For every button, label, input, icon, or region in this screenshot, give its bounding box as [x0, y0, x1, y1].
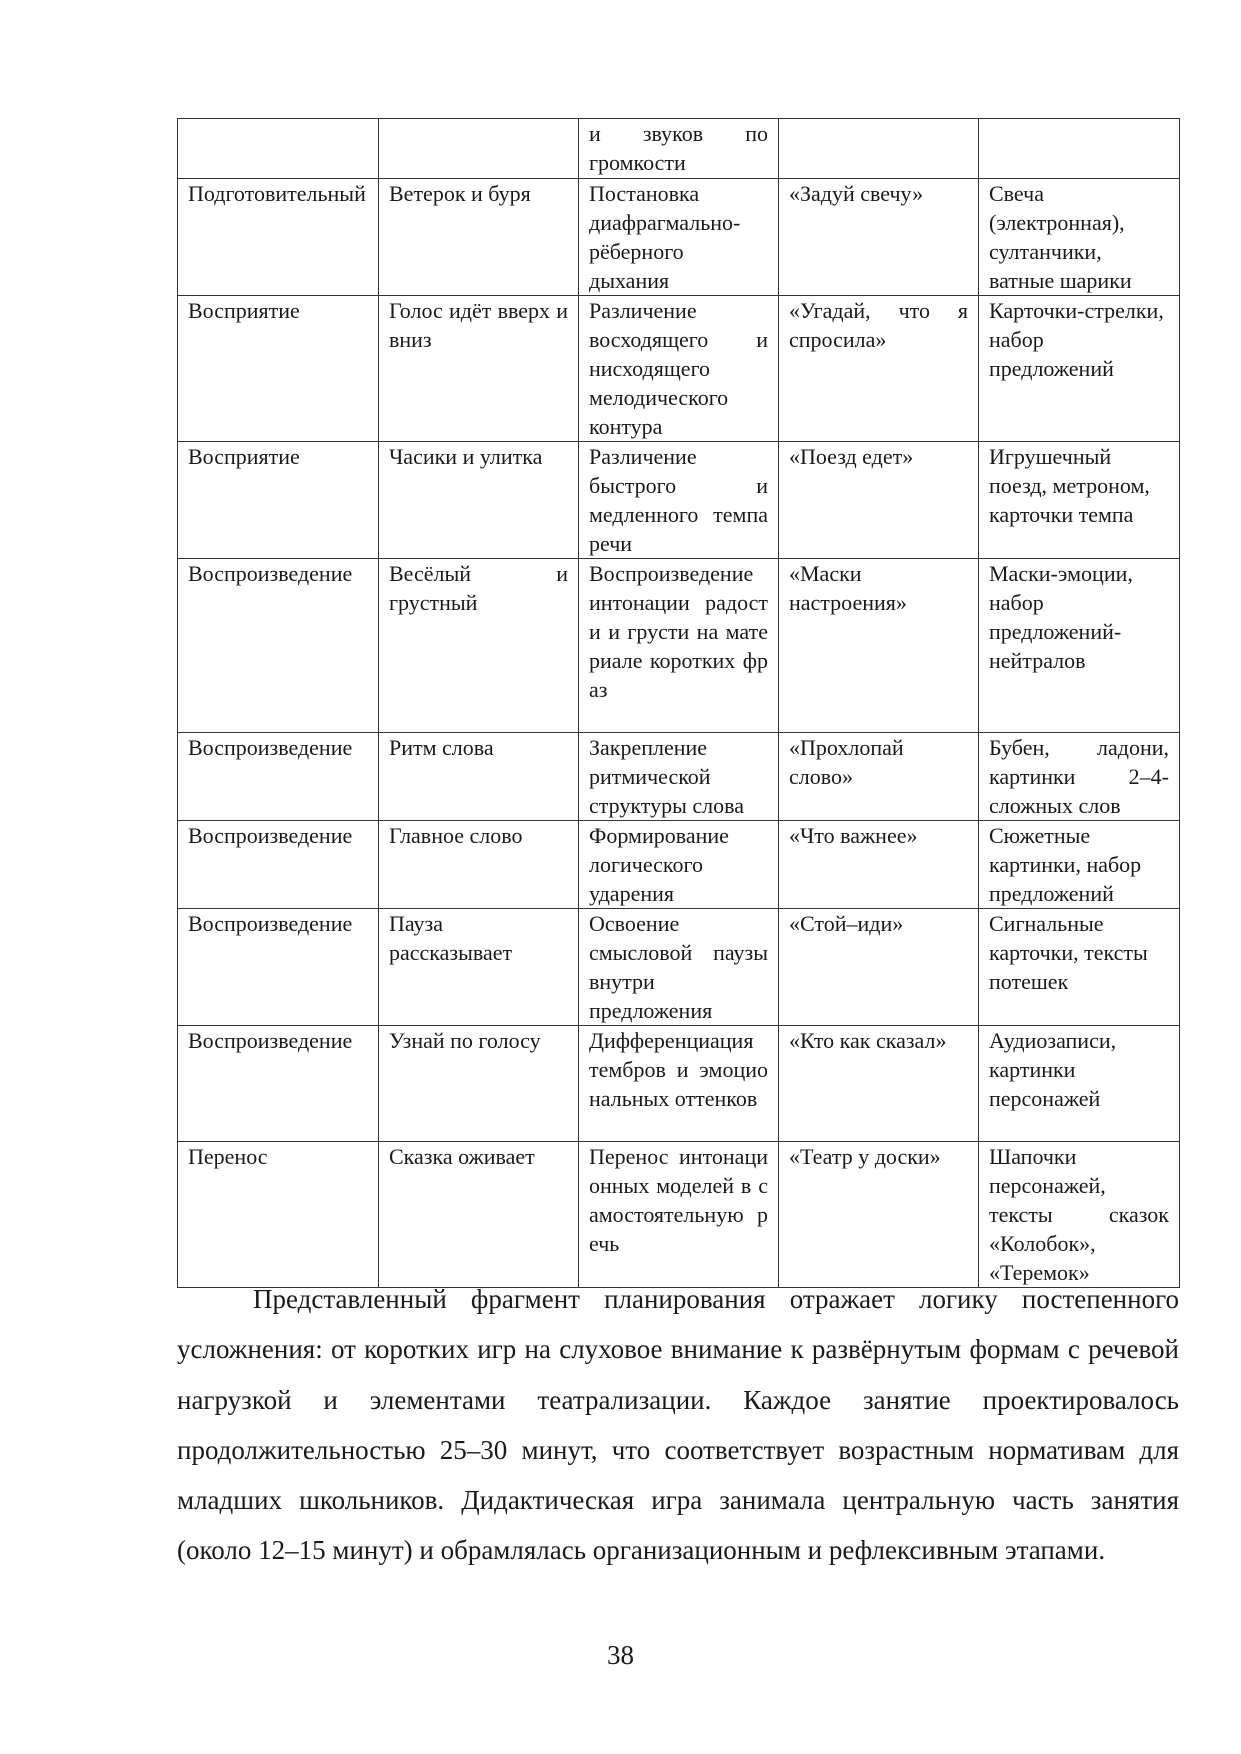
table-cell-goal: Формирование логического ударения [579, 821, 779, 909]
table-cell-stage [178, 119, 379, 179]
table-cell-game [779, 119, 979, 179]
lesson-plan-table-body [178, 119, 1180, 1288]
table-row [178, 559, 1180, 733]
table-cell-topic: Голос идёт вверх и вниз [379, 296, 579, 442]
table-cell-topic: Весёлый и грустный [379, 559, 579, 733]
table-row [178, 179, 1180, 296]
table-cell-game: «Поезд едет» [779, 442, 979, 559]
table-cell-goal: Освоение смысловой паузы внутри предложения [579, 909, 779, 1026]
table-cell-materials: Свеча (электронная), султанчики, ватные шарики [979, 179, 1180, 296]
table-cell-goal: Различение восходящего и нисходящего мелодического контура [579, 296, 779, 442]
table-cell-materials: Игрушечный поезд, метроном, карточки темпа [979, 442, 1180, 559]
table-cell-goal: Воспроизведение интонации радости и грусти на материале коротких фраз [579, 559, 779, 733]
table-cell-topic: Сказка оживает [379, 1142, 579, 1288]
table-cell-topic: Узнай по голосу [379, 1026, 579, 1142]
table-cell-topic: Ритм слова [379, 733, 579, 821]
table-cell-materials: Шапочки персонажей, тексты сказок «Колобок», «Теремок» [979, 1142, 1180, 1288]
table-row [178, 442, 1180, 559]
table-cell-topic: Главное слово [379, 821, 579, 909]
table-cell-materials: Бубен, ладони, картинки 2–4-сложных слов [979, 733, 1180, 821]
table-cell-stage: Воспроизведение [178, 1026, 379, 1142]
table-row [178, 119, 1180, 179]
table-cell-stage: Восприятие [178, 296, 379, 442]
table-row [178, 296, 1180, 442]
table-cell-stage: Подготовительный [178, 179, 379, 296]
table-cell-topic: Ветерок и буря [379, 179, 579, 296]
table-row [178, 1142, 1180, 1288]
table-cell-stage: Перенос [178, 1142, 379, 1288]
table-cell-goal: Закрепление ритмической структуры слова [579, 733, 779, 821]
table-cell-stage: Воспроизведение [178, 733, 379, 821]
table-cell-game: «Что важнее» [779, 821, 979, 909]
table-row [178, 733, 1180, 821]
table-cell-stage: Воспроизведение [178, 559, 379, 733]
table-cell-game: «Маски настроения» [779, 559, 979, 733]
table-cell-game: «Угадай, что я спросила» [779, 296, 979, 442]
table-cell-goal: и звуков по громкости [579, 119, 779, 179]
table-cell-materials: Карточки-стрелки, набор предложений [979, 296, 1180, 442]
table-cell-materials: Маски-эмоции, набор предложений-нейтралов [979, 559, 1180, 733]
table-cell-materials [979, 119, 1180, 179]
table-cell-goal: Перенос интонационных моделей в самостоятельную речь [579, 1142, 779, 1288]
table-cell-goal: Различение быстрого и медленного темпа речи [579, 442, 779, 559]
table-cell-game: «Задуй свечу» [779, 179, 979, 296]
page-number: 38 [607, 1640, 634, 1670]
table-cell-stage: Восприятие [178, 442, 379, 559]
table-row [178, 821, 1180, 909]
table-cell-game: «Театр у доски» [779, 1142, 979, 1288]
table-cell-materials: Сюжетные картинки, набор предложений [979, 821, 1180, 909]
body-paragraph: Представленный фрагмент планирования отражает логику постепенного усложнения: от коротких игр на слуховое внимание к развёрнутым формам с речевой нагрузкой и элементами театрализации. Каждое занятие проектировалось продолжительностью 25–30 минут, что соответствует возрастным нормативам для младших школьников. Дидактическая игра занимала центральную часть занятия (около 12–15 минут) и обрамлялась организационным и рефлексивным этапами. [177, 1284, 1179, 1566]
table-cell-topic: Пауза рассказывает [379, 909, 579, 1026]
table-row [178, 1026, 1180, 1142]
table-row [178, 909, 1180, 1026]
table-cell-stage: Воспроизведение [178, 821, 379, 909]
table-cell-goal: Постановка диафрагмально-рёберного дыхания [579, 179, 779, 296]
table-cell-topic [379, 119, 579, 179]
lesson-plan-table [177, 118, 1180, 1288]
table-cell-goal: Дифференциация тембров и эмоциональных оттенков [579, 1026, 779, 1142]
table-cell-game: «Прохлопай слово» [779, 733, 979, 821]
table-cell-materials: Аудиозаписи, картинки персонажей [979, 1026, 1180, 1142]
table-cell-materials: Сигнальные карточки, тексты потешек [979, 909, 1180, 1026]
table-cell-stage: Воспроизведение [178, 909, 379, 1026]
table-cell-topic: Часики и улитка [379, 442, 579, 559]
table-cell-game: «Кто как сказал» [779, 1026, 979, 1142]
table-cell-game: «Стой–иди» [779, 909, 979, 1026]
